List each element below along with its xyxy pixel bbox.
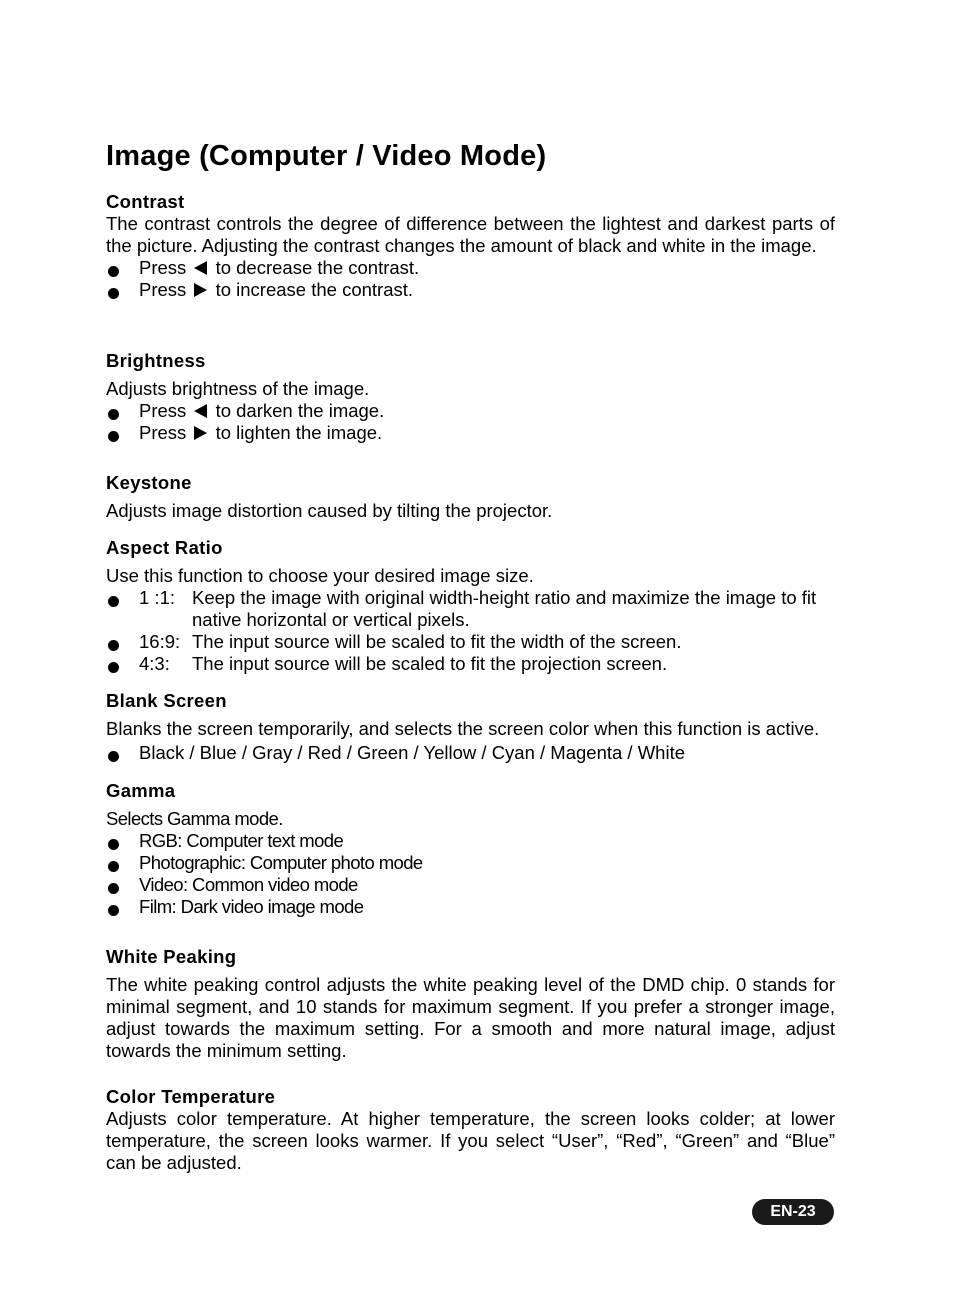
page-number-badge: EN-23 — [752, 1199, 834, 1225]
keystone-body: Adjusts image distortion caused by tilting the projector. — [106, 500, 553, 521]
bullet-dot-icon — [108, 861, 119, 872]
color-temp-heading: Color Temperature — [106, 1086, 276, 1107]
aspect-list — [106, 587, 835, 675]
list-item: 1 :1: Keep the image with original width-height ratio and maximize the image to fit native horizontal or vertical pixels. — [106, 587, 835, 631]
page-title: Image (Computer / Video Mode) — [106, 140, 547, 172]
gamma-list — [106, 830, 835, 918]
bullet-dot-icon — [108, 751, 119, 762]
white-peaking-heading: White Peaking — [106, 946, 237, 967]
section-white-peaking — [106, 946, 835, 1062]
aspect-heading: Aspect Ratio — [106, 537, 223, 558]
bullet-dot-icon — [108, 839, 119, 850]
section-contrast — [106, 191, 835, 301]
triangle-right-icon — [194, 283, 207, 297]
list-item: Press to increase the contrast. — [106, 279, 835, 301]
triangle-left-icon — [194, 404, 207, 418]
bullet-dot-icon — [108, 662, 119, 673]
blank-list — [106, 742, 835, 764]
bullet-dot-icon — [108, 266, 119, 277]
color-temp-body: Adjusts color temperature. At higher temperature, the screen looks colder; at lower temperature, the screen looks warmer. If you select “User”, “Red”, “Green” and “Blue” can be adjusted. — [106, 1108, 835, 1173]
bullet-dot-icon — [108, 905, 119, 916]
blank-heading: Blank Screen — [106, 690, 227, 711]
list-item: 16:9: The input source will be scaled to fit the width of the screen. — [106, 631, 835, 653]
section-blank-screen — [106, 690, 835, 764]
white-peaking-body: The white peaking control adjusts the white peaking level of the DMD chip. 0 stands for minimal segment, and 10 stands for maximum segment. If you prefer a stronger image, adjust towards the maximum setting. For a smooth and more natural image, adjust towards the minimum setting. — [106, 974, 835, 1061]
list-item: Photographic: Computer photo mode — [106, 852, 835, 874]
list-item: Black / Blue / Gray / Red / Green / Yellow / Cyan / Magenta / White — [106, 742, 835, 764]
blank-body: Blanks the screen temporarily, and selects the screen color when this function is active. — [106, 718, 820, 739]
section-keystone — [106, 472, 835, 522]
list-item: 4:3: The input source will be scaled to fit the projection screen. — [106, 653, 835, 675]
list-item: Film: Dark video image mode — [106, 896, 835, 918]
bullet-dot-icon — [108, 883, 119, 894]
section-aspect-ratio — [106, 537, 835, 675]
section-gamma — [106, 780, 835, 918]
bullet-dot-icon — [108, 288, 119, 299]
list-item: Video: Common video mode — [106, 874, 835, 896]
brightness-body: Adjusts brightness of the image. — [106, 378, 370, 399]
list-item: Press to darken the image. — [106, 400, 835, 422]
section-brightness — [106, 350, 835, 444]
list-item: RGB: Computer text mode — [106, 830, 835, 852]
list-item: Press to lighten the image. — [106, 422, 835, 444]
contrast-heading: Contrast — [106, 191, 185, 212]
section-color-temperature — [106, 1086, 835, 1174]
contrast-list — [106, 257, 835, 301]
bullet-dot-icon — [108, 431, 119, 442]
gamma-body: Selects Gamma mode. — [106, 808, 283, 829]
brightness-list — [106, 400, 835, 444]
gamma-heading: Gamma — [106, 780, 176, 801]
aspect-body: Use this function to choose your desired image size. — [106, 565, 534, 586]
triangle-right-icon — [194, 426, 207, 440]
bullet-dot-icon — [108, 409, 119, 420]
brightness-heading: Brightness — [106, 350, 206, 371]
list-item: Press to decrease the contrast. — [106, 257, 835, 279]
keystone-heading: Keystone — [106, 472, 192, 493]
bullet-dot-icon — [108, 640, 119, 651]
triangle-left-icon — [194, 261, 207, 275]
bullet-dot-icon — [108, 596, 119, 607]
contrast-body: The contrast controls the degree of difference between the lightest and darkest parts of the picture. Adjusting the contrast changes the amount of black and white in the image. — [106, 213, 835, 256]
